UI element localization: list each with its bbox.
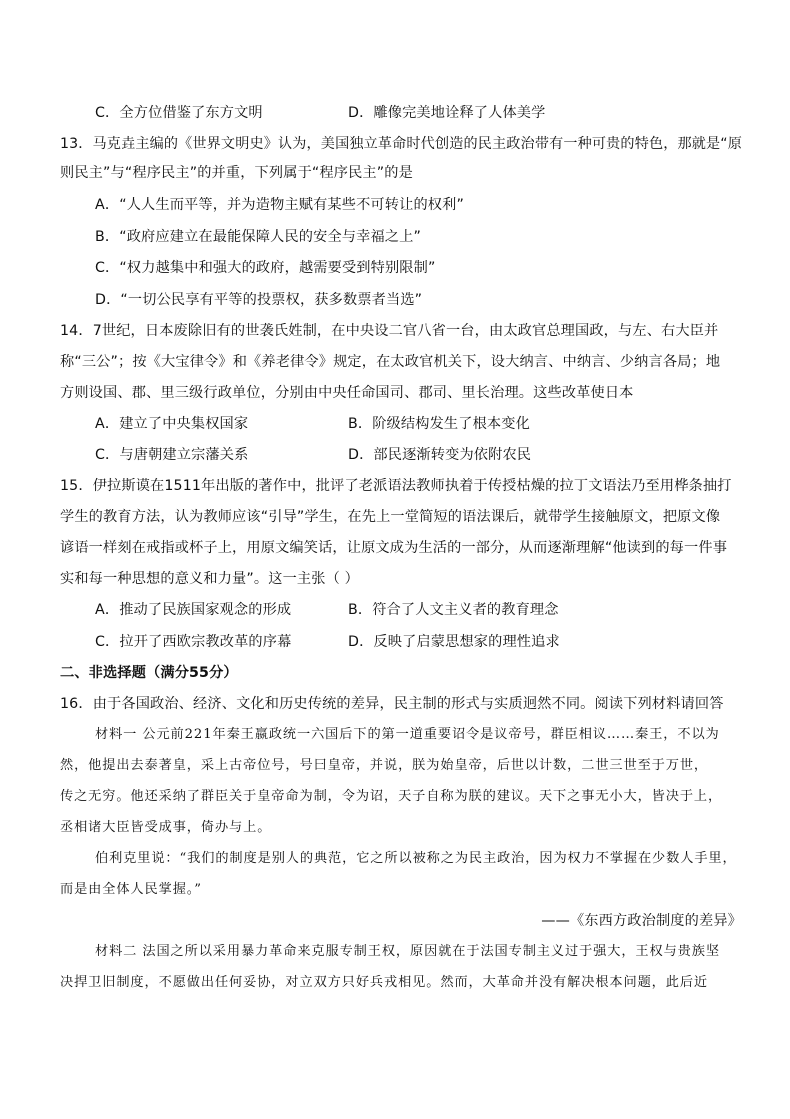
material-1-line-1: 材料一 公元前221年秦王嬴政统一六国后下的第一道重要诏令是议帝号，群臣相议……秦王，不以为 <box>95 727 720 742</box>
q13-option-b: B．“政府应建立在最能保障人民的安全与幸福之上” <box>95 229 421 245</box>
q13-option-d: D．“一切公民享有平等的投票权，获多数票者当选” <box>95 292 423 308</box>
material-source: ——《东西方政治制度的差异》 <box>541 913 742 929</box>
q14-option-c: C．与唐朝建立宗藩关系 <box>95 447 249 463</box>
q15-option-a: A．推动了民族国家观念的形成 <box>95 602 292 618</box>
q13-option-c: C．“权力越集中和强大的政府，越需要受到特别限制” <box>95 260 436 276</box>
q15-stem-line-2: 学生的教育方法，认为教师应该“引导”学生，在先上一堂简短的语法课后，就带学生接触原文，把原文像 <box>60 509 721 525</box>
q12-option-d: D．雕像完美地诠释了人体美学 <box>348 105 546 121</box>
material-2-line-2: 决捍卫旧制度，不愿做出任何妥协，对立双方只好兵戎相见。然而，大革命并没有解决根本问题，此后近 <box>60 975 709 990</box>
q14-option-d: D．部民逐渐转变为依附农民 <box>348 447 532 463</box>
q14-option-a: A．建立了中央集权国家 <box>95 416 249 432</box>
pericles-quote-line-2: 而是由全体人民掌握。” <box>60 882 202 897</box>
q15-option-b: B．符合了人文主义者的教育理念 <box>348 602 559 618</box>
q13-option-a: A．“人人生而平等，并为造物主赋有某些不可转让的权利” <box>95 197 464 213</box>
section-heading: 二、非选择题（满分55分） <box>60 665 238 681</box>
q15-stem-line-3: 谚语一样刻在戒指或杯子上，用原文编笑话，让原文成为生活的一部分，从而逐渐理解“他读到的每一件事 <box>60 540 728 556</box>
q15-stem-line-1: 15．伊拉斯谟在1511年出版的著作中，批评了老派语法教师执着于传授枯燥的拉丁文语法乃至用桦条抽打 <box>60 478 732 494</box>
material-1-line-4: 丞相诸大臣皆受成事，倚办与上。 <box>60 820 272 835</box>
material-2-line-1: 材料二 法国之所以采用暴力革命来克服专制王权，原因就在于法国专制主义过于强大，王权与贵族坚 <box>95 944 720 959</box>
q14-stem-line-2: 称“三公”；按《大宝律令》和《养老律令》规定，在太政官机关下，设大纳言、中纳言、少纳言各局；地 <box>60 354 721 370</box>
q15-option-c: C．拉开了西欧宗教改革的序幕 <box>95 634 292 650</box>
material-1-line-2: 然，他提出去泰著皇，采上古帝位号，号曰皇帝，并说，朕为始皇帝，后世以计数，二世三世至于万世， <box>60 758 709 773</box>
q14-stem-line-1: 14．7世纪，日本废除旧有的世袭氏姓制，在中央设二官八省一台，由太政官总理国政，与左、右大臣并 <box>60 323 719 339</box>
q13-stem-line-2: 则民主”与“程序民主”的并重，下列属于“程序民主”的是 <box>60 165 413 181</box>
material-1-line-3: 传之无穷。他还采纳了群臣关于皇帝命为制，令为诏，天子自称为朕的建议。天下之事无小大，皆决于上， <box>60 789 723 804</box>
q15-stem-line-4: 实和每一种思想的意义和力量”。这一主张（ ） <box>60 571 359 587</box>
pericles-quote-line-1: 伯利克里说：“我们的制度是别人的典范，它之所以被称之为民主政治，因为权力不掌握在少数人手里， <box>95 851 737 866</box>
q15-option-d: D．反映了启蒙思想家的理性追求 <box>348 634 560 650</box>
q14-option-b: B．阶级结构发生了根本变化 <box>348 416 530 432</box>
q13-stem-line-1: 13．马克垚主编的《世界文明史》认为，美国独立革命时代创造的民主政治带有一种可贵的特色，那就是“原 <box>60 136 743 152</box>
q12-option-c: C．全方位借鉴了东方文明 <box>95 105 263 121</box>
q16-stem: 16．由于各国政治、经济、文化和历史传统的差异，民主制的形式与实质迥然不同。阅读下列材料请回答 <box>60 696 724 712</box>
q14-stem-line-3: 方则设国、郡、里三级行政单位，分别由中央任命国司、郡司、里长治理。这些改革使日本 <box>60 385 634 401</box>
